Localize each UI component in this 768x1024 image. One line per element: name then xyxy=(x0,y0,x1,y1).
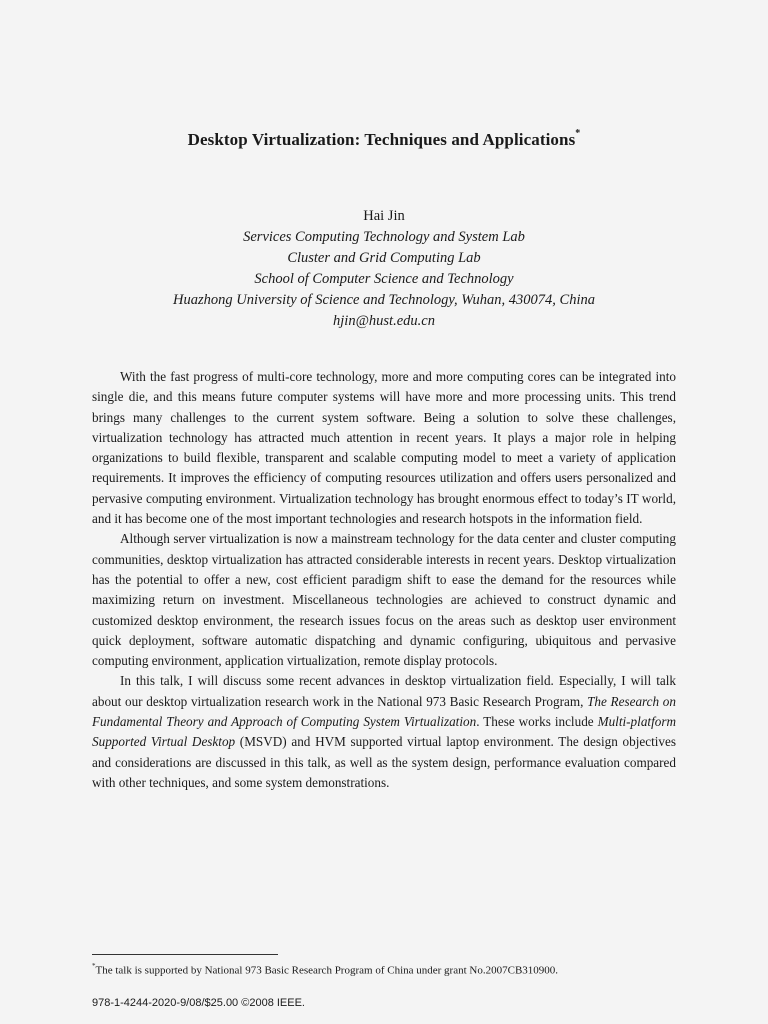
affiliation-cluster-lab: Cluster and Grid Computing Lab xyxy=(287,250,481,266)
affiliation-university: Huazhong University of Science and Technology, Wuhan, 430074, China xyxy=(173,292,595,308)
copyright-line: 978-1-4244-2020-9/08/$25.00 ©2008 IEEE. xyxy=(92,997,305,1009)
author-email: hjin@hust.edu.cn xyxy=(333,313,435,329)
affiliation-lab: Services Computing Technology and System Lab xyxy=(243,229,525,245)
abstract-paragraph-3 xyxy=(92,671,676,793)
footnote xyxy=(92,960,692,978)
abstract-body xyxy=(92,367,676,793)
footnote-divider xyxy=(92,954,278,955)
footnote-text: The talk is supported by National 973 Basic Research Program of China under grant No.2007CB310900. xyxy=(95,964,559,977)
p3-system-name: Multi-platform Supported Virtual Desktop xyxy=(92,714,676,750)
abstract-paragraph-1: With the fast progress of multi-core technology, more and more computing cores can be integrated into single die, and this means future computer systems will have more and more processing units. This trend brings many challenges to the current system software. Being a solution to solve these challenges, virtualization technology has attracted much attention in recent years. It plays a major role in helping organizations to build flexible, transparent and scalable computing model to meet a variety of application requirements. It improves the efficiency of computing resources utilization and offers users personalized and pervasive computing environment. Virtualization technology has brought enormous effect to today’s IT world, and it has become one of the most important technologies and research hotspots in the information field. xyxy=(92,369,676,527)
affiliation-school: School of Computer Science and Technology xyxy=(254,271,514,287)
title-footnote-marker: * xyxy=(575,128,581,140)
paper-title-text: Desktop Virtualization: Techniques and Applications xyxy=(187,130,576,149)
p3-program-title: The Research on Fundamental Theory and Approach of Computing System Virtualization xyxy=(92,693,676,730)
p3-text-c: (MSVD) and HVM supported virtual laptop environment. The design objectives and considerations are discussed in this talk, as well as the system design, performance evaluation compared with other techniques, and some system demonstrations. xyxy=(92,734,676,790)
p3-text-b: . These works include xyxy=(476,714,598,730)
footnote-marker: * xyxy=(92,962,96,970)
abstract-paragraph-2: Although server virtualization is now a mainstream technology for the data center and cluster computing communities, desktop virtualization has attracted considerable interests in recent years. Desktop virtualization has the potential to offer a new, cost efficient paradigm shift to ease the demand for the resources while maximizing return on investment. Miscellaneous technologies are achieved to construct dynamic and customized desktop environment, the research issues focus on the areas such as desktop user environment quick deployment, software automatic dispatching and dynamic configuring, ubiquitous and pervasive computing environment, application virtualization, remote display protocols. xyxy=(92,531,676,669)
author-name: Hai Jin xyxy=(363,208,405,224)
author-block xyxy=(0,206,768,332)
p3-text-a: In this talk, I will discuss some recent advances in desktop virtualization field. Especially, I will talk about our desktop virtualization research work in the National 973 Basic Research Program, xyxy=(92,673,676,709)
paper-title xyxy=(0,130,768,150)
